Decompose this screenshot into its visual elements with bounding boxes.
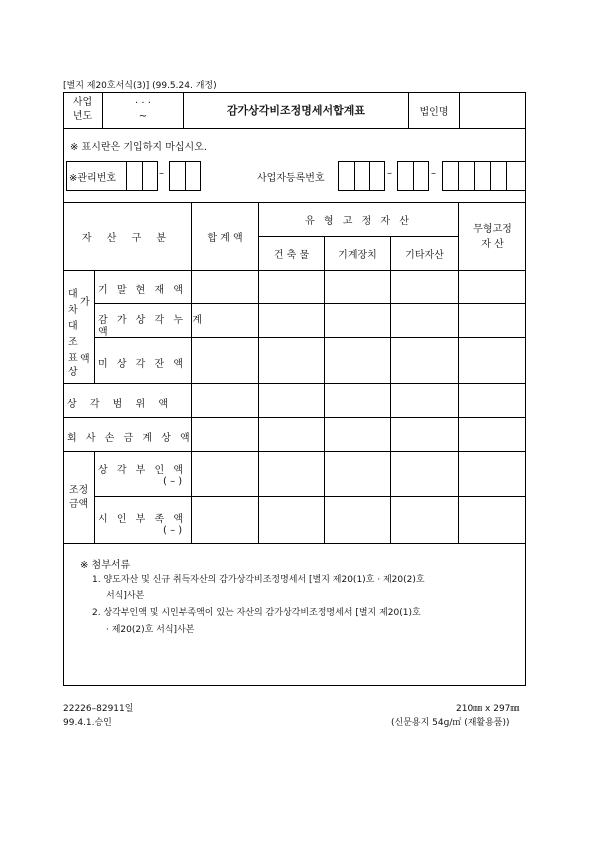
company-booked-label: 회 사 손 금 계 상 액	[67, 433, 193, 444]
form-number-header: [별지 제20호서식(3)] (99.5.24. 개정)	[63, 81, 217, 91]
reg-number-part1[interactable]	[338, 161, 385, 191]
footer-paper-type: (신문용지 54g/㎡ (재활용품))	[391, 718, 510, 728]
attachment-item-2-cont: · 제20(2)호 서식]사본	[106, 625, 195, 635]
accumulated-depreciation-label: 감 가 상 각 누 계	[98, 315, 205, 326]
attachment-item-2: 2. 상각부인액 및 시인부족액이 있는 자산의 감가상각비조정명세서 [별지 제20(1)호	[92, 608, 421, 618]
corporation-name-label: 법인명	[419, 106, 449, 118]
corporation-name-field[interactable]	[460, 93, 525, 127]
accumulated-depreciation-label-2: 액	[98, 327, 108, 338]
reg-number-part3[interactable]	[442, 161, 526, 191]
notice-text: ※ 표시란은 기입하지 마십시오.	[70, 142, 208, 153]
attachments-heading: ※ 첨부서류	[80, 560, 131, 571]
building-header: 건 축 물	[273, 250, 310, 261]
excess-depreciation-label: 상 각 부 인 액	[98, 465, 187, 476]
footer-code: 22226–82911일	[63, 704, 134, 714]
management-number-label: ※관리번호	[69, 173, 117, 184]
excess-depreciation-sign: ( – )	[163, 476, 183, 487]
tangible-assets-header: 유 형 고 정 자 산	[305, 216, 412, 227]
form-title: 감가상각비조정명세서합계표	[226, 104, 366, 117]
reg-dash-1: –	[387, 168, 392, 179]
other-assets-header: 기타자산	[405, 250, 444, 261]
adjusted-amount-label: 조정 금액	[68, 484, 89, 510]
asset-category-header: 자 산 구 분	[81, 233, 173, 244]
unamortized-balance-label: 미 상 각 잔 액	[98, 359, 187, 370]
intangible-assets-header: 무형고정 자 산	[473, 223, 512, 250]
business-year-period[interactable]: · · · ~	[135, 98, 151, 122]
mgmt-dash: –	[159, 168, 164, 179]
machinery-header: 기계장치	[338, 250, 377, 261]
footer-approval: 99.4.1.승인	[63, 718, 112, 728]
title-row-divider	[63, 128, 526, 129]
business-year-label: 사업 년도	[72, 97, 93, 122]
attachment-item-1-cont: 서식]사본	[106, 591, 145, 601]
attachment-item-1: 1. 양도자산 및 신규 취득자산의 감가상각비조정명세서 [별지 제20(1)호 · 제20(2)호	[92, 575, 425, 585]
depreciation-shortfall-label: 시 인 부 족 액	[98, 514, 187, 525]
depreciation-limit-label: 상 각 범 위 액	[67, 399, 174, 410]
depreciation-shortfall-sign: ( – )	[163, 525, 183, 536]
reg-dash-2: –	[431, 168, 436, 179]
balance-sheet-value-label: 대 차 대 조 표 상 가 액	[68, 289, 90, 378]
business-registration-label: 사업자등록번호	[257, 173, 325, 184]
period-end-amount-label: 기 말 현 재 액	[98, 285, 187, 296]
footer-paper-size: 210㎜ x 297㎜	[456, 704, 520, 714]
total-amount-header: 합 계 액	[207, 233, 243, 244]
